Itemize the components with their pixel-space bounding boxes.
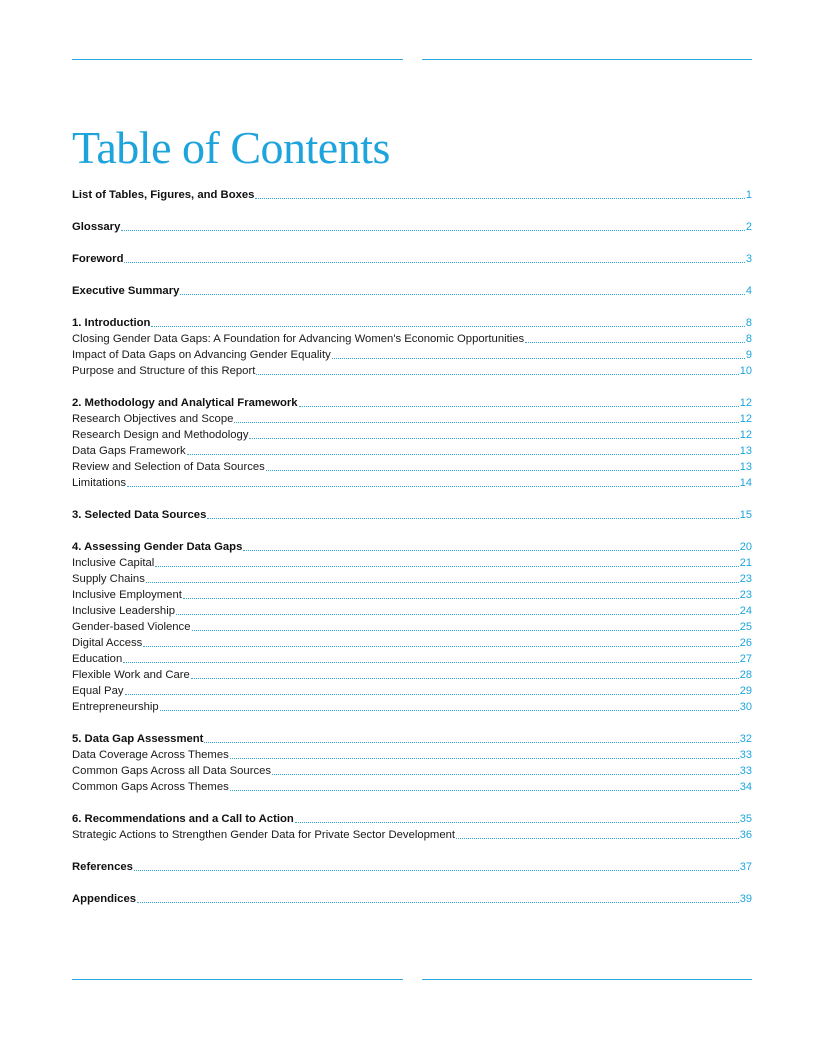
toc-page-number: 36 bbox=[739, 829, 752, 841]
toc-entry-label: Data Coverage Across Themes bbox=[72, 749, 229, 761]
toc-section bbox=[72, 395, 752, 491]
toc-entry-label: 2. Methodology and Analytical Framework bbox=[72, 397, 298, 409]
toc-entry-label: References bbox=[72, 861, 133, 873]
toc-section bbox=[72, 731, 752, 795]
toc-page-number: 29 bbox=[739, 685, 752, 697]
dot-leader bbox=[204, 741, 738, 743]
toc-entry-label: Executive Summary bbox=[72, 285, 180, 297]
toc-page-number: 12 bbox=[739, 413, 752, 425]
toc-subentry[interactable] bbox=[72, 763, 752, 779]
toc-page-number: 28 bbox=[739, 669, 752, 681]
top-rule-left bbox=[72, 59, 403, 60]
toc-subentry[interactable] bbox=[72, 827, 752, 843]
toc-heading-entry[interactable] bbox=[72, 251, 752, 267]
toc-page-number: 14 bbox=[739, 477, 752, 489]
toc-section bbox=[72, 315, 752, 379]
toc-subentry[interactable] bbox=[72, 603, 752, 619]
dot-leader bbox=[332, 357, 745, 359]
toc-heading-entry[interactable] bbox=[72, 891, 752, 907]
toc-subentry[interactable] bbox=[72, 475, 752, 491]
toc-entry-label: Inclusive Leadership bbox=[72, 605, 175, 617]
dot-leader bbox=[230, 757, 739, 759]
toc-page-number: 35 bbox=[739, 813, 752, 825]
toc-subentry[interactable] bbox=[72, 635, 752, 651]
dot-leader bbox=[256, 373, 738, 375]
toc-entry-label: Purpose and Structure of this Report bbox=[72, 365, 256, 377]
toc-subentry[interactable] bbox=[72, 747, 752, 763]
toc-entry-label: Gender-based Violence bbox=[72, 621, 191, 633]
dot-leader bbox=[299, 405, 739, 407]
toc-heading-entry[interactable] bbox=[72, 811, 752, 827]
dot-leader bbox=[192, 629, 739, 631]
dot-leader bbox=[249, 437, 738, 439]
toc-heading-entry[interactable] bbox=[72, 283, 752, 299]
toc-subentry[interactable] bbox=[72, 411, 752, 427]
dot-leader bbox=[125, 693, 739, 695]
dot-leader bbox=[187, 453, 739, 455]
toc-entry-label: Data Gaps Framework bbox=[72, 445, 186, 457]
toc-page-number: 26 bbox=[739, 637, 752, 649]
toc-entry-label: Equal Pay bbox=[72, 685, 124, 697]
toc-entry-label: Closing Gender Data Gaps: A Foundation for Advancing Women's Economic Opportunities bbox=[72, 333, 525, 345]
dot-leader bbox=[230, 789, 739, 791]
toc-entry-label: Appendices bbox=[72, 893, 137, 905]
toc-subentry[interactable] bbox=[72, 683, 752, 699]
dot-leader bbox=[151, 325, 744, 327]
toc-heading-entry[interactable] bbox=[72, 539, 752, 555]
dot-leader bbox=[146, 581, 739, 583]
toc-page-number: 8 bbox=[745, 317, 752, 329]
toc-section bbox=[72, 811, 752, 843]
toc-entry-label: Review and Selection of Data Sources bbox=[72, 461, 265, 473]
toc-entry-label: Impact of Data Gaps on Advancing Gender Equality bbox=[72, 349, 331, 361]
toc-entry-label: Research Design and Methodology bbox=[72, 429, 249, 441]
dot-leader bbox=[123, 661, 739, 663]
toc-section bbox=[72, 891, 752, 907]
toc-heading-entry[interactable] bbox=[72, 219, 752, 235]
bottom-rule-right bbox=[422, 979, 752, 980]
toc-entry-label: Common Gaps Across Themes bbox=[72, 781, 229, 793]
dot-leader bbox=[295, 821, 739, 823]
top-rule-right bbox=[422, 59, 752, 60]
toc-subentry[interactable] bbox=[72, 347, 752, 363]
toc-section bbox=[72, 219, 752, 235]
toc-entry-label: 4. Assessing Gender Data Gaps bbox=[72, 541, 243, 553]
toc-page-number: 30 bbox=[739, 701, 752, 713]
toc-section bbox=[72, 187, 752, 203]
dot-leader bbox=[456, 837, 739, 839]
toc-subentry[interactable] bbox=[72, 331, 752, 347]
dot-leader bbox=[266, 469, 739, 471]
toc-page-number: 3 bbox=[745, 253, 752, 265]
toc-page-number: 1 bbox=[745, 189, 752, 201]
toc-entry-label: List of Tables, Figures, and Boxes bbox=[72, 189, 255, 201]
toc-page-number: 10 bbox=[739, 365, 752, 377]
toc-page-number: 39 bbox=[739, 893, 752, 905]
toc-entry-label: Foreword bbox=[72, 253, 124, 265]
toc-subentry[interactable] bbox=[72, 459, 752, 475]
toc-subentry[interactable] bbox=[72, 443, 752, 459]
toc-page-number: 32 bbox=[739, 733, 752, 745]
toc-heading-entry[interactable] bbox=[72, 395, 752, 411]
toc-page-number: 12 bbox=[739, 397, 752, 409]
toc-heading-entry[interactable] bbox=[72, 731, 752, 747]
toc-page-number: 37 bbox=[739, 861, 752, 873]
toc-subentry[interactable] bbox=[72, 587, 752, 603]
toc-entry-label: Inclusive Employment bbox=[72, 589, 182, 601]
dot-leader bbox=[183, 597, 739, 599]
dot-leader bbox=[525, 341, 745, 343]
dot-leader bbox=[121, 229, 745, 231]
toc-entry-label: Common Gaps Across all Data Sources bbox=[72, 765, 272, 777]
toc-heading-entry[interactable] bbox=[72, 187, 752, 203]
toc-page-number: 33 bbox=[739, 765, 752, 777]
toc-page-number: 25 bbox=[739, 621, 752, 633]
toc-entry-label: Strategic Actions to Strengthen Gender Data for Private Sector Development bbox=[72, 829, 456, 841]
toc-page-number: 13 bbox=[739, 461, 752, 473]
toc-subentry[interactable] bbox=[72, 363, 752, 379]
dot-leader bbox=[134, 869, 739, 871]
toc-page-number: 24 bbox=[739, 605, 752, 617]
toc-entry-label: Flexible Work and Care bbox=[72, 669, 190, 681]
toc-entry-label: Education bbox=[72, 653, 123, 665]
toc-page-number: 20 bbox=[739, 541, 752, 553]
toc-entry-label: 6. Recommendations and a Call to Action bbox=[72, 813, 294, 825]
toc-page-number: 23 bbox=[739, 573, 752, 585]
toc-page-number: 34 bbox=[739, 781, 752, 793]
page-title: Table of Contents bbox=[72, 122, 390, 173]
toc-subentry[interactable] bbox=[72, 651, 752, 667]
toc-page-number: 8 bbox=[745, 333, 752, 345]
dot-leader bbox=[127, 485, 739, 487]
toc-entry-label: Supply Chains bbox=[72, 573, 145, 585]
toc-entry-label: 3. Selected Data Sources bbox=[72, 509, 207, 521]
toc-page-number: 27 bbox=[739, 653, 752, 665]
bottom-rule-left bbox=[72, 979, 403, 980]
toc-section bbox=[72, 507, 752, 523]
dot-leader bbox=[180, 293, 744, 295]
toc-entry-label: Glossary bbox=[72, 221, 121, 233]
toc-subentry[interactable] bbox=[72, 699, 752, 715]
toc-subentry[interactable] bbox=[72, 667, 752, 683]
dot-leader bbox=[137, 901, 739, 903]
toc-heading-entry[interactable] bbox=[72, 859, 752, 875]
toc-entry-label: 5. Data Gap Assessment bbox=[72, 733, 204, 745]
toc-page-number: 9 bbox=[745, 349, 752, 361]
toc-entry-label: Digital Access bbox=[72, 637, 143, 649]
toc-entry-label: 1. Introduction bbox=[72, 317, 151, 329]
toc-section bbox=[72, 859, 752, 875]
dot-leader bbox=[176, 613, 739, 615]
toc-page-number: 2 bbox=[745, 221, 752, 233]
toc-subentry[interactable] bbox=[72, 427, 752, 443]
dot-leader bbox=[124, 261, 744, 263]
toc-entry-label: Entrepreneurship bbox=[72, 701, 159, 713]
dot-leader bbox=[243, 549, 738, 551]
toc-page-number: 13 bbox=[739, 445, 752, 457]
toc-section bbox=[72, 251, 752, 267]
toc-entry-label: Research Objectives and Scope bbox=[72, 413, 234, 425]
dot-leader bbox=[272, 773, 739, 775]
toc-page-number: 12 bbox=[739, 429, 752, 441]
toc-page-number: 33 bbox=[739, 749, 752, 761]
toc-page-number: 21 bbox=[739, 557, 752, 569]
toc-section bbox=[72, 539, 752, 715]
dot-leader bbox=[155, 565, 738, 567]
toc-heading-entry[interactable] bbox=[72, 315, 752, 331]
toc-entry-label: Inclusive Capital bbox=[72, 557, 155, 569]
dot-leader bbox=[255, 197, 744, 199]
table-of-contents bbox=[72, 187, 752, 923]
toc-page-number: 15 bbox=[739, 509, 752, 521]
toc-heading-entry[interactable] bbox=[72, 507, 752, 523]
toc-page-number: 4 bbox=[745, 285, 752, 297]
dot-leader bbox=[143, 645, 738, 647]
toc-entry-label: Limitations bbox=[72, 477, 126, 489]
toc-section bbox=[72, 283, 752, 299]
dot-leader bbox=[160, 709, 739, 711]
toc-subentry[interactable] bbox=[72, 779, 752, 795]
toc-subentry[interactable] bbox=[72, 619, 752, 635]
dot-leader bbox=[234, 421, 738, 423]
toc-subentry[interactable] bbox=[72, 571, 752, 587]
toc-subentry[interactable] bbox=[72, 555, 752, 571]
toc-page-number: 23 bbox=[739, 589, 752, 601]
dot-leader bbox=[191, 677, 739, 679]
dot-leader bbox=[207, 517, 738, 519]
